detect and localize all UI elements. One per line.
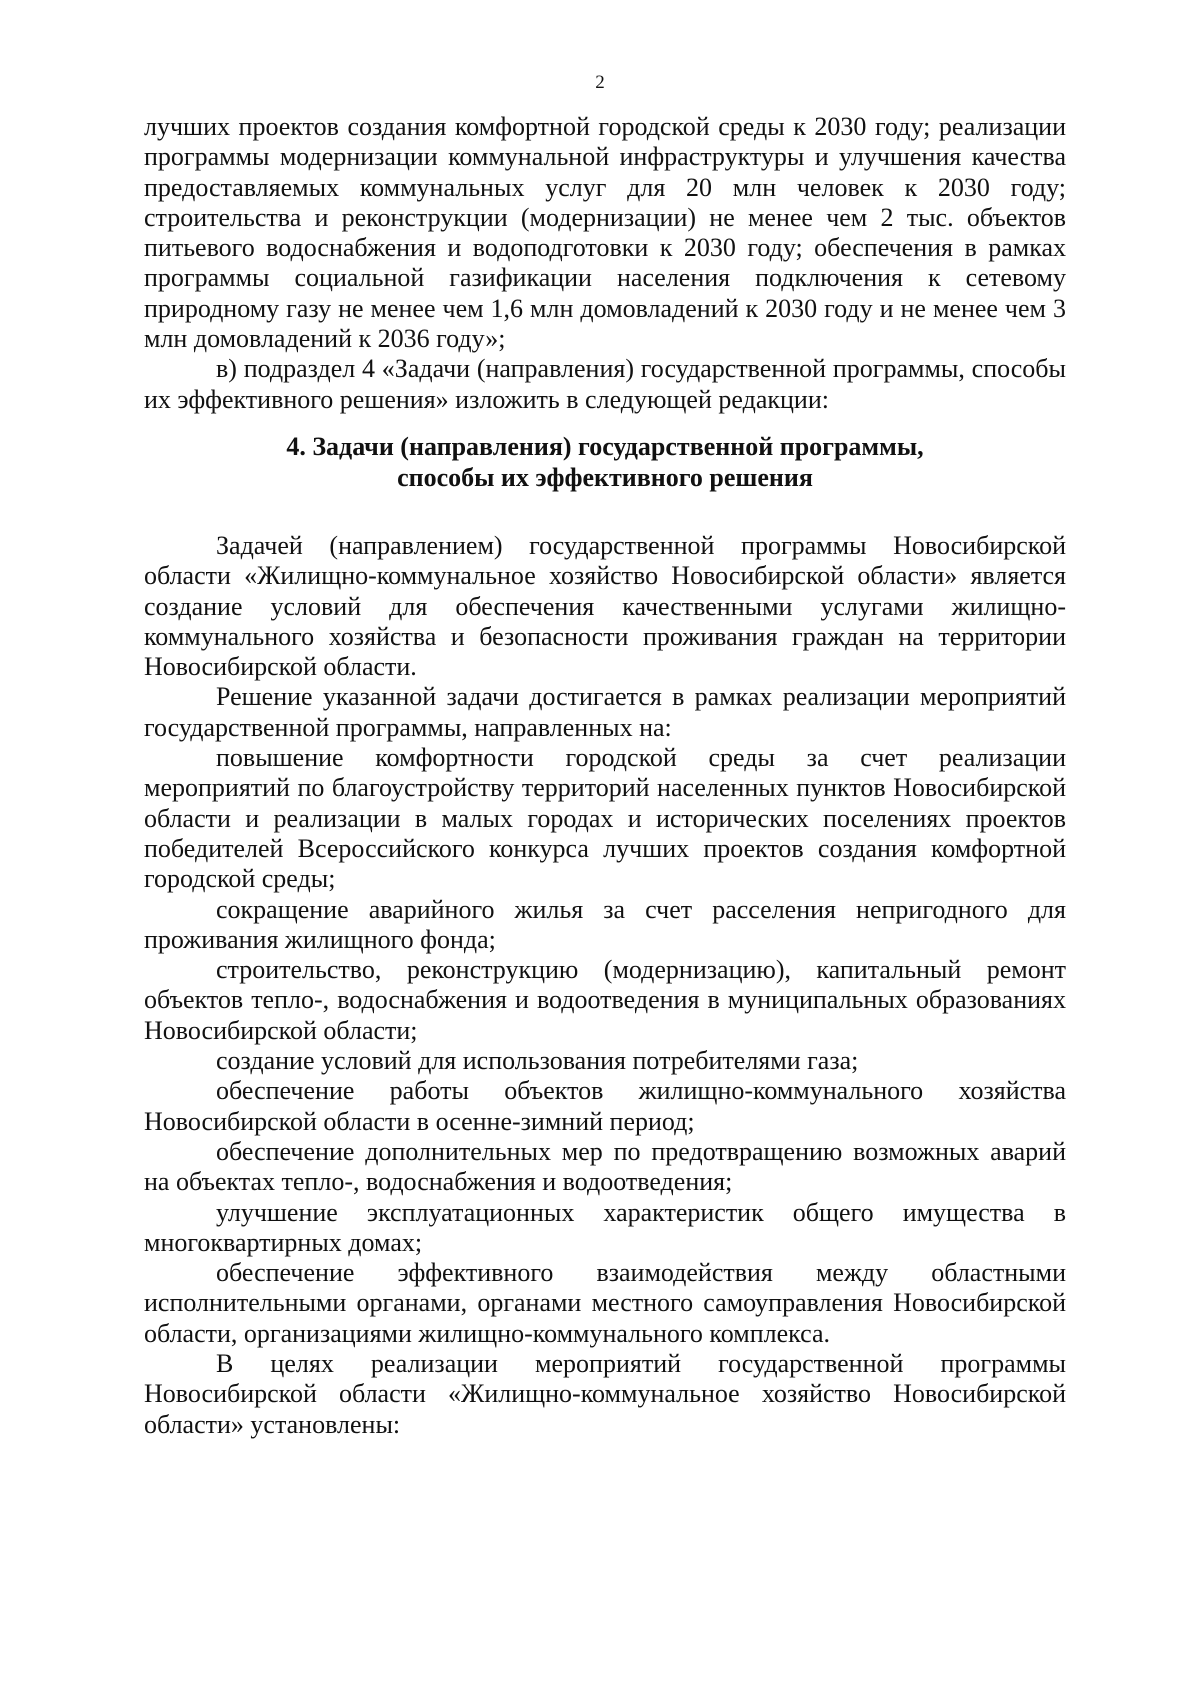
body-paragraph-established: В целях реализации мероприятий государственной программы Новосибирской области «Жилищно-коммунальное хозяйство Новосибирской области» установлены: xyxy=(144,1348,1066,1439)
section-heading-line-2: способы их эффективного решения xyxy=(397,462,813,492)
section-heading-line-1: 4. Задачи (направления) государственной программы, xyxy=(286,431,924,461)
body-paragraph-solution: Решение указанной задачи достигается в рамках реализации мероприятий государственной программы, направленных на: xyxy=(144,682,1066,742)
list-item-property: улучшение эксплуатационных характеристик общего имущества в многоквартирных домах; xyxy=(144,1197,1066,1257)
list-item-construction: строительство, реконструкцию (модернизацию), капитальный ремонт объектов тепло-, водоснабжения и водоотведения в муниципальных образованиях Новосибирской области; xyxy=(144,955,1066,1045)
list-item-gas: создание условий для использования потребителями газа; xyxy=(216,1046,859,1076)
document-body xyxy=(144,112,1066,1440)
list-item-emergency-housing: сокращение аварийного жилья за счет расселения непригодного для проживания жилищного фонда; xyxy=(144,894,1066,954)
body-paragraph-task: Задачей (направлением) государственной программы Новосибирской области «Жилищно-коммунальное хозяйство Новосибирской области» является создание условий для обеспечения качественными услугами жилищно-коммунального хозяйства и безопасности проживания граждан на территории Новосибирской области. xyxy=(144,530,1066,682)
list-item-winter: обеспечение работы объектов жилищно-коммунального хозяйства Новосибирской области в осенне-зимний период; xyxy=(144,1076,1066,1136)
instruction-paragraph: в) подраздел 4 «Задачи (направления) государственной программы, способы их эффективного решения» изложить в следующей редакции: xyxy=(144,354,1066,414)
list-item-comfort: повышение комфортности городской среды за счет реализации мероприятий по благоустройству территорий населенных пунктов Новосибирской области и реализации в малых городах и исторических поселениях проектов победителей Всероссийского конкурса лучших проектов создания комфортной городской среды; xyxy=(144,743,1066,894)
page-number: 2 xyxy=(595,72,605,93)
list-item-accidents: обеспечение дополнительных мер по предотвращению возможных аварий на объектах тепло-, водоснабжения и водоотведения; xyxy=(144,1136,1066,1197)
section-heading xyxy=(144,431,1066,493)
intro-paragraph: лучших проектов создания комфортной городской среды к 2030 году; реализации программы модернизации коммунальной инфраструктуры и улучшения качества предоставляемых коммунальных услуг для 20 млн человек к 2030 году; строительства и реконструкции (модернизации) не менее чем 2 тыс. объектов питьевого водоснабжения и водоподготовки к 2030 году; обеспечения в рамках программы социальной газификации населения подключения к сетевому природному газу не менее чем 1,6 млн домовладений к 2030 году и не менее чем 3 млн домовладений к 2036 году»; xyxy=(144,112,1066,354)
list-item-cooperation: обеспечение эффективного взаимодействия между областными исполнительными органами, органами местного самоуправления Новосибирской области, организациями жилищно-коммунального комплекса. xyxy=(144,1258,1066,1348)
